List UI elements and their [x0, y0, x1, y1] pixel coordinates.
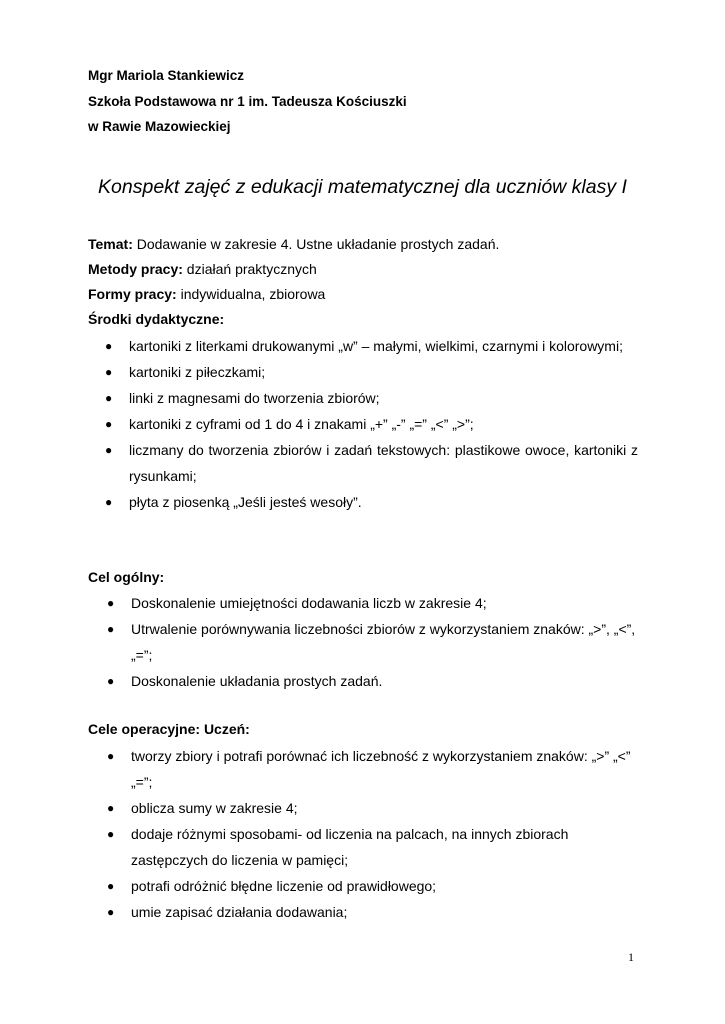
methods-line: [88, 261, 317, 277]
bullet-icon: ●: [107, 827, 115, 841]
bullet-icon: ●: [107, 879, 115, 893]
bullet-icon: ●: [107, 905, 115, 919]
bullet-icon: ●: [105, 339, 113, 353]
topic-label: Temat:: [88, 236, 133, 252]
bullet-icon: ●: [105, 391, 113, 405]
list-item: ● kartoniki z piłeczkami;: [129, 359, 638, 385]
bullet-icon: ●: [107, 749, 115, 763]
bullet-icon: ●: [105, 417, 113, 431]
operational-goals-heading: Cele operacyjne: Uczeń:: [88, 721, 250, 737]
school-name: Szkoła Podstawowa nr 1 im. Tadeusza Kościuszki: [88, 94, 407, 109]
list-item: ● dodaje różnymi sposobami- od liczenia na palcach, na innych zbiorach zastępczych do liczenia w pamięci;: [131, 821, 639, 873]
bullet-icon: ●: [107, 622, 115, 636]
list-item: ● umie zapisać działania dodawania;: [131, 899, 639, 925]
general-goal-heading: Cel ogólny:: [88, 569, 165, 585]
list-item: ● płyta z piosenką „Jeśli jesteś wesoły”.: [129, 489, 638, 515]
aids-list: [105, 333, 638, 515]
list-item: ● kartoniki z cyframi od 1 do 4 i znakami „+” „-” „=” „<” „>”;: [129, 411, 638, 437]
forms-value: indywidualna, zbiorowa: [176, 286, 326, 302]
bullet-icon: ●: [105, 443, 113, 457]
operational-goals-list: [107, 743, 639, 925]
forms-label: Formy pracy:: [88, 286, 177, 302]
general-goal-list: [107, 590, 641, 694]
school-town: w Rawie Mazowieckiej: [88, 119, 231, 134]
methods-label: Metody pracy:: [88, 261, 183, 277]
list-item: ● potrafi odróżnić błędne liczenie od prawidłowego;: [131, 873, 639, 899]
bullet-icon: ●: [105, 365, 113, 379]
bullet-icon: ●: [107, 801, 115, 815]
aids-heading: Środki dydaktyczne:: [88, 311, 225, 327]
list-item: ● linki z magnesami do tworzenia zbiorów;: [129, 385, 638, 411]
page-number: 1: [628, 950, 634, 964]
bullet-icon: ●: [107, 674, 115, 688]
methods-value: działań praktycznych: [182, 261, 317, 277]
list-item: ● Doskonalenie układania prostych zadań.: [131, 668, 641, 694]
list-item: ● oblicza sumy w zakresie 4;: [131, 795, 639, 821]
document-title: Konspekt zajęć z edukacji matematycznej dla uczniów klasy I: [98, 176, 627, 198]
topic-line: [88, 236, 499, 252]
forms-line: [88, 286, 325, 302]
list-item: ● Doskonalenie umiejętności dodawania liczb w zakresie 4;: [131, 590, 641, 616]
author-name: Mgr Mariola Stankiewicz: [88, 68, 245, 83]
list-item: ● Utrwalenie porównywania liczebności zbiorów z wykorzystaniem znaków: „>”, „<”, „=”;: [131, 616, 641, 668]
bullet-icon: ●: [107, 596, 115, 610]
topic-value: Dodawanie w zakresie 4. Ustne układanie prostych zadań.: [132, 236, 500, 252]
list-item: ● kartoniki z literkami drukowanymi „w” – małymi, wielkimi, czarnymi i kolorowymi;: [129, 333, 638, 359]
list-item: ● liczmany do tworzenia zbiorów i zadań tekstowych: plastikowe owoce, kartoniki z rysunkami;: [129, 437, 638, 489]
bullet-icon: ●: [105, 495, 113, 509]
list-item: ● tworzy zbiory i potrafi porównać ich liczebność z wykorzystaniem znaków: „>” „<” „=”;: [131, 743, 639, 795]
